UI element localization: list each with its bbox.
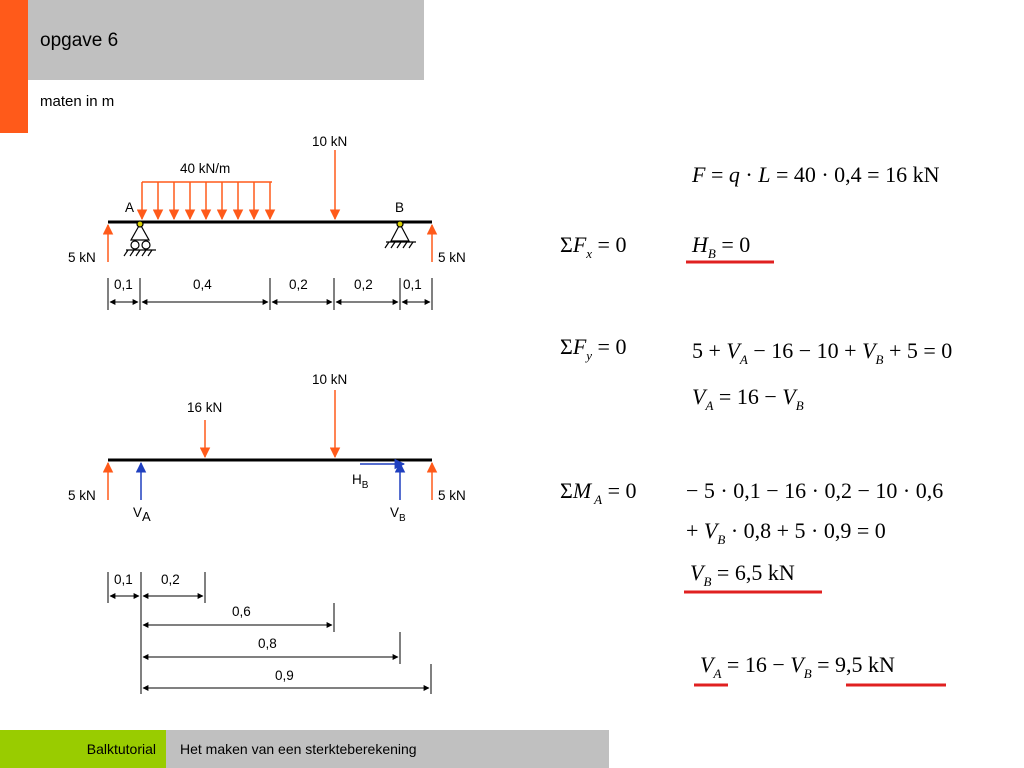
- left-force-label: 5 kN: [68, 488, 96, 503]
- dim-label: 0,8: [258, 636, 277, 651]
- dimension-ladder: [108, 572, 431, 694]
- resultant-load-label: 16 kN: [187, 400, 223, 415]
- dim-label: 0,6: [232, 604, 251, 619]
- point-load-label: 10 kN: [312, 134, 348, 149]
- equation-sum-ma: ΣM $_A$ = 0: [560, 478, 637, 507]
- dim-label: 0,1: [114, 277, 133, 292]
- dim-label: 0,4: [193, 277, 212, 292]
- equation-va-expr: $V_A = 16 - V_B$: [692, 384, 804, 413]
- reaction-va-label: VA: [133, 505, 151, 524]
- equations: [560, 162, 952, 685]
- dim-label: 0,1: [114, 572, 133, 587]
- equation-sum-fx: $\Sigma F_x = 0$: [560, 232, 627, 261]
- support-a: [124, 221, 156, 256]
- right-force-label: 5 kN: [438, 488, 466, 503]
- point-load-label: 10 kN: [312, 372, 348, 387]
- support-a-label: A: [125, 200, 135, 215]
- equation-vb-result: $V_B = 6,5$ kN: [690, 560, 795, 589]
- equation-va-result: $V_A = 16 - V_B = 9,5$ kN: [700, 652, 895, 681]
- beam-diagram-2: [68, 372, 466, 524]
- beam-diagram-1: [68, 134, 466, 310]
- equation-load-resultant: F = q · L = 40 · 0,4 = 16 kN: [692, 162, 940, 187]
- support-b: [385, 221, 416, 248]
- distributed-load-arrows: [142, 182, 270, 219]
- footer-course-label: Balktutorial: [86, 741, 156, 757]
- dim-label: 0,2: [289, 277, 308, 292]
- footer-topic-label: Het maken van een sterkteberekening: [180, 741, 417, 757]
- dim-label: 0,2: [354, 277, 373, 292]
- support-b-label: B: [395, 200, 405, 215]
- equation-moment-line-2: + $V_B \cdot 0,8 + 5 \cdot 0,9 = 0$: [686, 518, 886, 547]
- right-force-label: 5 kN: [438, 250, 466, 265]
- equation-hb: $H_B = 0$: [692, 232, 751, 261]
- dimension-row-1: [108, 278, 432, 310]
- dim-label: 0,2: [161, 572, 180, 587]
- distributed-load-label: 40 kN/m: [180, 161, 231, 176]
- reaction-hb-label: $H_B$: [352, 472, 369, 491]
- equation-moment-line-1: − 5 · 0,1 − 16 · 0,2 − 10 · 0,6: [686, 478, 944, 503]
- equation-fy-balance: $5 + V_A - 16 - 10 + V_B + 5 = 0$: [692, 338, 953, 367]
- reaction-vb-label: $V_B$: [390, 505, 406, 524]
- equation-sum-fy: $\Sigma F_y = 0$: [560, 334, 627, 363]
- slide-title: opgave 6: [40, 30, 119, 51]
- slide-subtitle: maten in m: [40, 93, 115, 110]
- dim-label: 0,9: [275, 668, 294, 683]
- dim-label: 0,1: [403, 277, 422, 292]
- left-force-label: 5 kN: [68, 250, 96, 265]
